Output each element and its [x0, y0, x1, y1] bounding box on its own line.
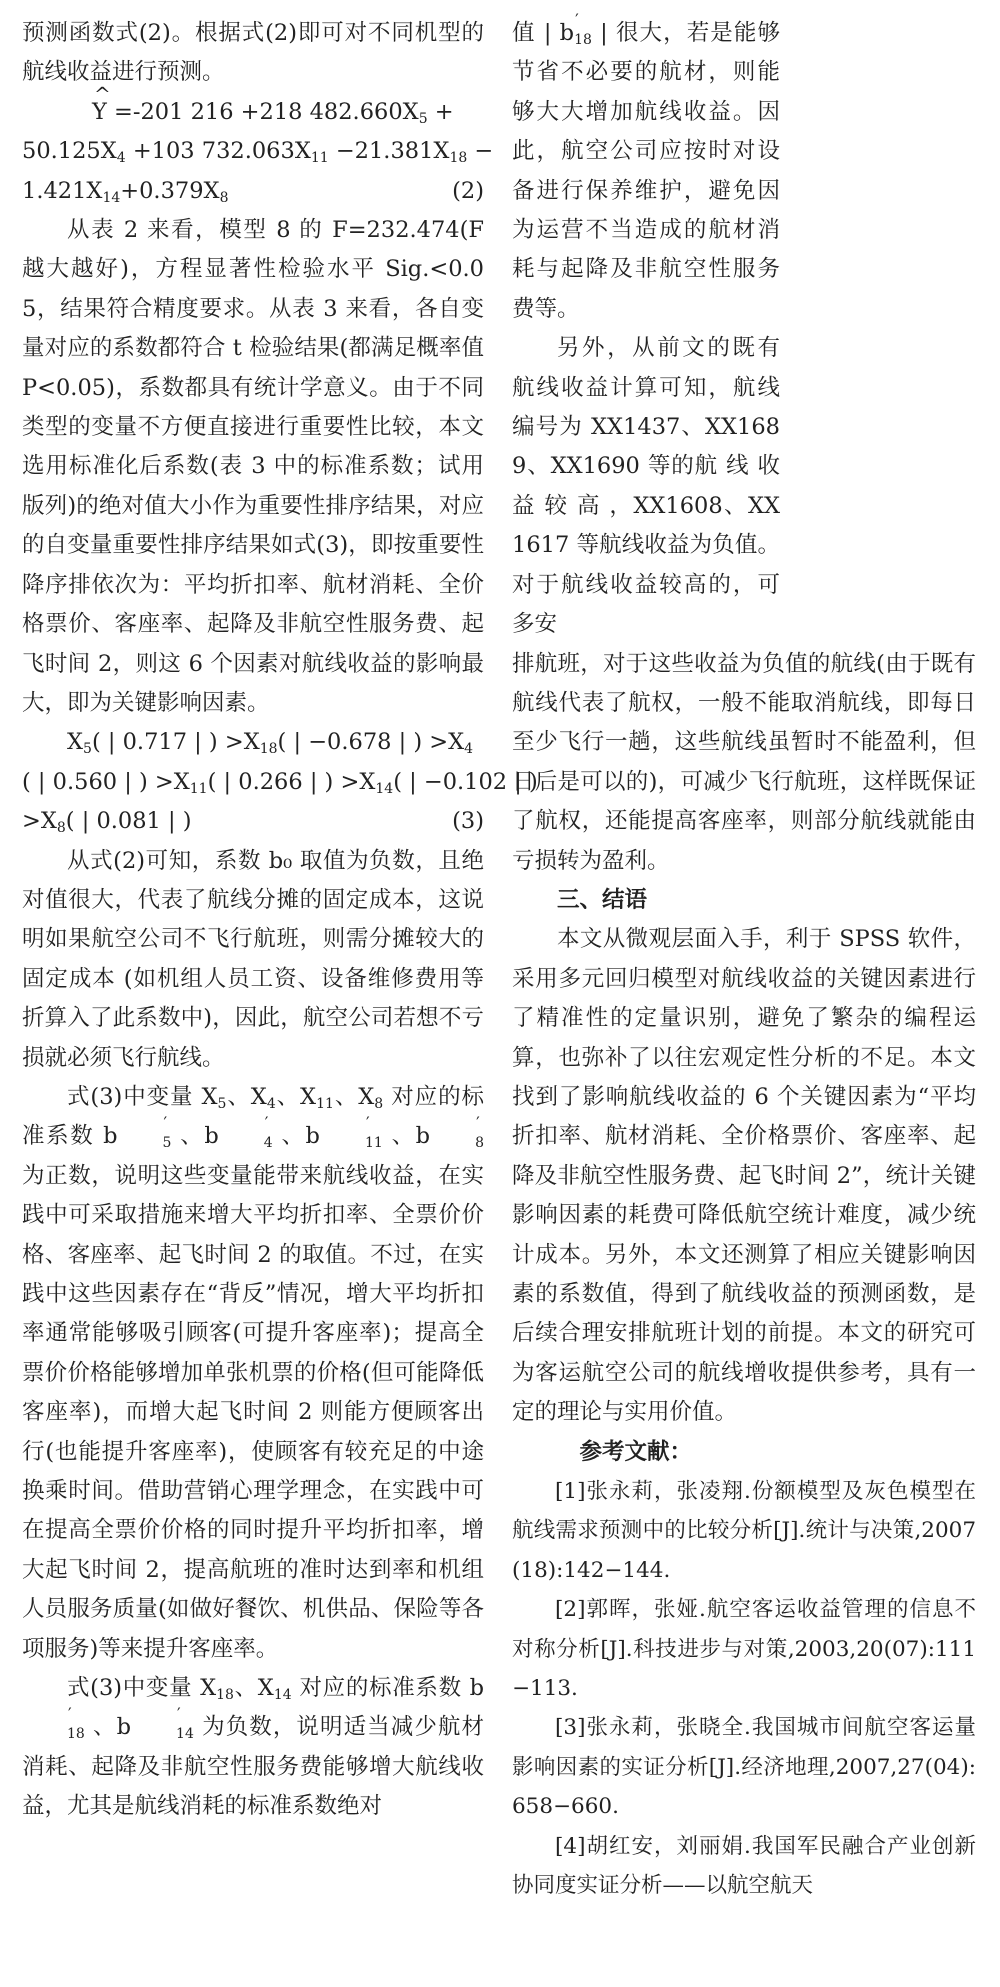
paragraph-table-analysis: 从表 2 来看，模型 8 的 F=232.474(F越大越好)，方程显著性检验水平 Sig.<0.05，结果符合精度要求。从表 3 来看，各自变量对应的系数都符合 t 检验结果(都满足概率值P<0.05)，系数都具有统计学意义。由于不同类型的变量不方便直接进行重要性比较，本文选用标准化后系数(表 3 中的标准系数；试用版列)的绝对值大小作为重要性排序结果，对应的自变量重要性排序结果如式(3)，即按重要性降序排依次为：平均折扣率、航材消耗、全价格票价、客座率、起降及非航空性服务费、起飞时间 2，则这 6 个因素对航线收益的影响最大，即为关键影响因素。: [22, 217, 484, 716]
text-run: 、X: [333, 1083, 375, 1110]
formula-3-text: >X: [22, 808, 57, 835]
paragraph-negative-coefficients: 式(3)中变量 $X_{18}$、$X_{14}$ 对应的标准系数 $b_{18}$ 、b $_{14}$ 为负数，说明适当减少航材消耗、起降及非航空性服务费能够增大航线收益，尤其是航线消耗的标准系数绝对: [22, 1675, 484, 1820]
formula-2-number: (2): [452, 177, 484, 204]
subscript: 11: [189, 780, 208, 797]
subscript: 11: [316, 1095, 334, 1112]
formula-2: [22, 93, 494, 211]
paragraph-positive-coefficients: 式(3)中变量 $X_5$、$X_4$、$X_{11}$、$X_8$ 对应的标准系数 b $_5$ 、b $_4$ 、b $_{11}$ 、b $_8$ 为正数，说明这些变量能带来航线收益，在实践中可采取措施来增大平均折扣率、全票价价格、客座率、起飞时间 2 的取值。不过，在实践中这些因素存在“背反”情况，增大平均折扣率通常能够吸引顾客(可提升客座率)；提高全票价价格能够增加单张机票的价格(但可能降低客座率)，而增大起飞时间 2 则能方便顾客出行(也能提升客座率)，使顾客有较充足的中途换乘时间。借助营销心理学理念，在实践中可在提高全票价价格的同时提升平均折扣率，增大起飞时间 2，提高航班的准时达到率和机组人员服务质量(如做好餐饮、机供品、保险等各项服务)等来提升客座率。: [22, 1083, 485, 1662]
reference-item: [2]郭晖，张娅.航空客运收益管理的信息不对称分析[J].科技进步与对策,2003,20(07):111−113.: [512, 1597, 976, 1702]
subscript: 8: [374, 1095, 384, 1112]
subscript: 5: [217, 1095, 227, 1112]
paragraph-material-cost: 值 | $b_{18}$ | 很大，若是能够节省不必要的航材，则能够大大增加航线收益。因此，航空公司应按时对设备进行保养维护，避免因为运营不当造成的航材消耗与起降及非航空性服务费等。: [512, 20, 780, 322]
subscript: 4: [116, 150, 126, 167]
paragraph-intro: 预测函数式(2)。根据式(2)即可对不同机型的航线收益进行预测。: [22, 20, 484, 86]
formula-2-line-1: [22, 93, 484, 132]
paragraph-route-scheduling: 排航班，对于这些收益为负值的航线(由于既有航线代表了航权，一般不能取消航线，即每日至少飞行一趟，这些航线虽暂时不能盈利，但日后是可以的)，可减少飞行航班，这样既保证了航权，还能提高客座率，则部分航线就能由亏损转为盈利。: [512, 650, 976, 874]
formula-3-line-2: [22, 763, 538, 802]
formula-2-text: +0.379X: [120, 177, 220, 204]
text-run: 、b: [84, 1714, 132, 1741]
text-run: | 很大，若是能够节省不必要的航材，则能够大大增加航线收益。因此，航空公司应按时对设备进行保养维护，避免因为运营不当造成的航材消耗与起降及非航空性服务费等。: [512, 20, 780, 322]
subscript: 14: [273, 1687, 292, 1704]
references-title: 参考文献：: [579, 1438, 693, 1465]
subscript: 4: [266, 1095, 276, 1112]
text-run: 、X: [233, 1675, 274, 1702]
formula-2-text: =-201 216 +218 482.660X: [106, 98, 419, 125]
text-run: 对应的标准系数 b: [22, 1083, 485, 1150]
subscript: 8: [56, 820, 66, 837]
paragraph-conclusion: 本文从微观层面入手，利于 SPSS 软件，采用多元回归模型对航线收益的关键因素进行了精准性的定量识别，避免了繁杂的编程运算，也弥补了以往宏观定性分析的不足。本文找到了影响航线收益的 6 个关键因素为“平均折扣率、航材消耗、全价格票价、客座率、起降及非航空性服务费、起飞时间 2”，统计关键影响因素的耗费可降低航空统计难度，减少统计成本。另外，本文还测算了相应关键影响因素的系数值，得到了航线收益的预测函数，是后续合理安排航班计划的前提。本文的研究可为客运航空公司的航线增收提供参考，具有一定的理论与实用价值。: [512, 926, 976, 1426]
reference-item: [1]张永莉，张凌翔.份额模型及灰色模型在航线需求预测中的比较分析[J].统计与决策,2007(18):142−144.: [512, 1479, 976, 1583]
text-run: 、X: [226, 1083, 267, 1110]
formula-3-text: ( | −0.102 | ): [393, 768, 538, 795]
subscript: 14: [375, 780, 394, 797]
formula-3-number: (3): [452, 808, 484, 835]
formula-2-text: +103 732.063X: [125, 138, 311, 165]
formula-3-text: X: [67, 729, 84, 756]
left-column: [22, 14, 538, 1827]
paragraph-fixed-cost: 从式(2)可知，系数 b₀ 取值为负数，且绝对值很大，代表了航线分摊的固定成本，这说明如果航空公司不飞行航班，则需分摊较大的固定成本 (如机组人员工资、设备维修费用等折算入了此系数中)，因此，航空公司若想不亏损就必须飞行航线。: [22, 847, 484, 1071]
subscript: 18: [216, 1687, 234, 1704]
subscript: 11: [310, 150, 329, 167]
formula-2-text: −: [467, 138, 494, 165]
text-run: 、b: [171, 1123, 219, 1150]
text-run: 式(3)中变量 X: [67, 1675, 217, 1702]
text-run: 为负数，说明适当减少航材消耗、起降及非航空性服务费能够增大航线收益，尤其是航线消耗的标准系数绝对: [22, 1714, 484, 1820]
formula-2-text: +: [427, 98, 454, 125]
formula-2-line-2: [22, 132, 494, 171]
text-run: 式(3)中变量 X: [67, 1083, 218, 1110]
paragraph-route-revenue: 另外，从前文的既有航线收益计算可知，航线编号为 XX1437、XX1689、XX1690 等的航 线 收 益 较 高 ，XX1608、XX1617 等航线收益为负值。对于航线收益较高的，可多安: [512, 335, 780, 638]
reference-item: [4]胡红安，刘丽娟.我国军民融合产业创新协同度实证分析——以航空航天: [512, 1833, 976, 1899]
formula-3-text: ( | −0.678 | ) >X: [277, 729, 465, 756]
formula-3: [22, 723, 538, 841]
subscript: 8: [219, 189, 229, 206]
reference-item: [3]张永莉，张晓全.我国城市间航空客运量影响因素的实证分析[J].经济地理,2007,27(04):658−660.: [512, 1715, 976, 1820]
formula-2-text: 1.421X: [22, 177, 103, 204]
subscript: 14: [102, 189, 121, 206]
subscript: 5: [83, 741, 92, 758]
formula-2-text: −21.381X: [328, 138, 450, 165]
text-run: 为正数，说明这些变量能带来航线收益，在实践中可采取措施来增大平均折扣率、全票价价格、客座率、起飞时间 2 的取值。不过，在实践中这些因素存在“背反”情况，增大平均折扣率通常能够吸引顾客(可提升客座率)；提高全票价价格能够增加单张机票的价格(但可能降低客座率)，而增大起飞时间 2 则能方便顾客出行(也能提升客座率)，使顾客有较充足的中途换乘时间。借助营销心理学理念，在实践中可在提高全票价价格的同时提升平均折扣率，增大起飞时间 2，提高航班的准时达到率和机组人员服务质量(如做好餐饮、机供品、保险等各项服务)等来提升客座率。: [22, 1162, 484, 1662]
subscript: 4: [464, 741, 474, 758]
formula-3-text: ( | 0.081 | ): [65, 808, 192, 835]
formula-2-text: 50.125X: [22, 138, 117, 165]
text-run: 、b: [272, 1123, 320, 1150]
text-run: 值 | b: [512, 20, 575, 46]
text-run: 对应的标准系数 b: [291, 1675, 484, 1702]
y-hat-symbol: ^ Y: [92, 93, 107, 132]
formula-3-text: ( | 0.560 | ) >X: [22, 768, 190, 795]
text-run: 、X: [275, 1083, 317, 1110]
formula-3-text: ( | 0.717 | ) >X: [91, 729, 260, 756]
narrow-text-block: [512, 14, 780, 645]
text-run: 、b: [382, 1123, 431, 1150]
subscript: 18: [449, 150, 468, 167]
formula-3-line-3: [22, 802, 484, 841]
section-heading-conclusion: 三、结语: [557, 886, 648, 913]
right-column: [512, 14, 976, 1906]
formula-3-line-1: [22, 723, 484, 762]
subscript: 5: [418, 110, 428, 127]
formula-2-line-3: [22, 172, 484, 211]
formula-3-text: ( | 0.266 | ) >X: [207, 768, 376, 795]
subscript: 18: [259, 741, 278, 758]
